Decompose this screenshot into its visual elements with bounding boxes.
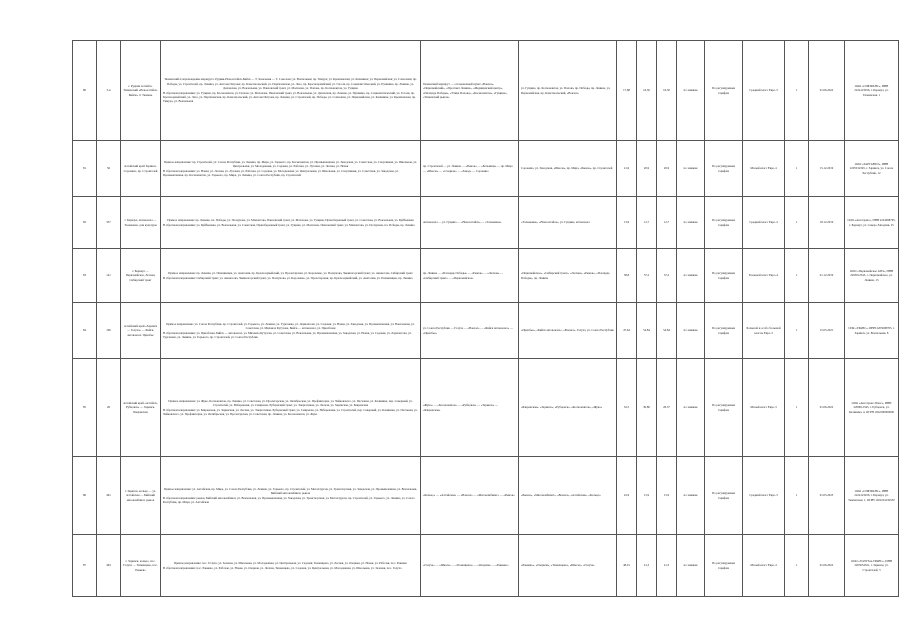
stops-back-text: «Приобье», «Бийск автовокзал», «Вокзал», Голуха, ул. Союза Республик: [521, 328, 614, 333]
table-body: [73, 41, 899, 597]
route-length: 13,9: [617, 197, 637, 249]
stops-forward: [421, 303, 519, 359]
route-name: г. Барнаул, автовокзал — Тальменка, дом культуры: [121, 197, 161, 249]
boarding-order: по заявкам: [677, 197, 705, 249]
table-row: [73, 197, 899, 249]
route-forward: Прямое направление: пос. Голуха, ул. Зеленая, ул. Школьная, ул. Молодежная, ул. Центральная, ул. Садовая, Тюменцево, ул. Лесная, ул. Озерная, ул. Новая, ул. Рабочая, пос. Ракиево: [173, 560, 408, 565]
vehicle-class: Малый класс Евро-3: [743, 359, 785, 457]
start-date: 01.06.2022: [809, 535, 845, 597]
route-length-3: 37,2: [657, 249, 677, 303]
route-length: 21,6: [617, 141, 637, 197]
stops-forward: [421, 41, 519, 141]
route-backward: В обратном направлении: ул. Куйбышева, ул. Вокзальная, ул. Советская, Правобережный тракт, ул. Гущина, ул. Малахова, Павловский тракт, ул. Мамонтова, ул. Ползунова, пл. Победы, пр. Ленина: [163, 223, 415, 227]
route-length-3: 41,3: [657, 535, 677, 597]
row-number: 81: [73, 141, 97, 197]
route-length-2: 15,9: [637, 457, 657, 535]
row-number: 83: [73, 249, 97, 303]
route-streets: [161, 359, 421, 457]
route-length-3: 15,9: [657, 457, 677, 535]
route-forward: Прямое направление: ул. Жуко, Космонавтов, пр. Ленина, ул. Советская, ул. Пролетарская, ул. Октябрьская, ул. Профинтерна, ул. Чайковского, ул. Песчаная, ул. Калинина, пер. Северный, ул. Строителей, ул. Набережная, ул. Смирнова, Рубцовский тракт, ул. Энергетиков, ул. Лесная, ул. Заринская, ул. Бавранская: [168, 398, 413, 407]
carrier-info: СПК «ТРАНС», ИНН 2205098765, г. Заринск, ул. Вокзальная, 8: [845, 303, 899, 359]
route-length-2: 16,50: [637, 41, 657, 141]
route-length-3: 20,9: [657, 141, 677, 197]
route-forward: Прямое направление: пр. Ленина, пл. Победы, ул. Ползунова, ул. Мамонтова, Павловский тракт, ул. Малахова, ул. Гущина, Правобережный тракт, ул. Советская, ул. Вокзальная, ул. Куйбышева: [167, 217, 414, 222]
stops-forward: [421, 141, 519, 197]
start-date: 01.12.2019: [809, 249, 845, 303]
stops-back-text: «Первомайское», «Сибирский тракт», «Лесная», «Рынок», «Площадь Победы», пр. Ленина: [521, 271, 610, 280]
route-backward: В обратном направлении: ул. Бавранская, ул. Заринская, ул. Лесная, ул. Энергетиков, Рубцовский тракт, ул. Смирнова, ул. Набережная, ул. Строителей, пер. Северный, ул. Калинина, ул. Песчаная, ул. Чайковского, ул. Профинтерна, ул. Октябрьская, ул. Пролетарская, ул. Советская, пр. Ленина, ул. Космонавтов, ул. Жуко: [163, 408, 418, 417]
route-forward: Прямое направление: ул. Союза Республик, пр. Строителей, ул. Горького, ул. Ленина, ул. Тургенева, ул. Лермонтова, ул. Садовая, ул. Новая, ул. Заводская, ул. Промышленная, ул. Вокзальная, ул. Советская, ул. Михаила Кутузова, Бийск — автовокзал, ул. Приобская: [166, 321, 415, 330]
route-length-3: 16,50: [657, 41, 677, 141]
route-length-2: 37,2: [637, 249, 657, 303]
tariff-type: По регулируемым тарифам: [705, 457, 743, 535]
carrier-info: ООО «ГОЛУХА-ТРАНС», ИНН 2205054321, г. Заринск, ул. Строителей, 3: [845, 535, 899, 597]
route-name: г. Заринск, кольцо — ул. Алтайская — Бийский мясокомбинат, рынок: [121, 457, 161, 535]
stops-backward: [519, 41, 617, 141]
route-length: 22,9: [617, 457, 637, 535]
registration-number: 26: [97, 359, 121, 457]
boarding-order: по заявкам: [677, 303, 705, 359]
vehicle-class: Малый класс Евро-4: [743, 535, 785, 597]
boarding-order: по заявкам: [677, 359, 705, 457]
stops-forward: [421, 457, 519, 535]
stops-text: Тюменский маршрут — остановочный пункт «Вокзал», «Первомайский», «Проспект Ленина», «Медицинский центр», «Площадь Победы», «Улица Попова», «Космонавтов», «Гущина», «Тюменский рынок»: [423, 82, 508, 99]
row-number: 87: [73, 535, 97, 597]
carrier-info: ООО «ЗАРТАВТО», ИНН 2205012345, г. Заринск, ул. Союза Республик, 12: [845, 141, 899, 197]
row-number: 82: [73, 197, 97, 249]
route-registry-table: [72, 40, 899, 597]
table-row: [73, 303, 899, 359]
stops-backward: [519, 249, 617, 303]
route-length: 38,8: [617, 249, 637, 303]
route-backward: В обратном направлении: Сибирский тракт, ул. Аванесова, Змеиногорский тракт, ул. Ползунова, ул. Короленко, ул. Пролетарская, пр. Красноармейский, ул. Анатолия, ул. Папанинцев, пр. Ленина: [163, 276, 413, 280]
stops-forward: [421, 197, 519, 249]
route-name: Алтайский край «Алтайск-Рубцовск» — Заринск, Бавранская: [121, 359, 161, 457]
registration-number: 56: [97, 141, 121, 197]
stops-back-text: «Рынок», «Мясокомбинат», «Вокзал», «Алтайская», «Кольцо»: [521, 493, 601, 498]
route-length-2: 30,80: [637, 359, 657, 457]
carrier-info: ООО «Автотранс-Плюс», ИНН 2209012345, г. Рубцовск, ул. Калинина, 4, ОГРН 1022200000000: [845, 359, 899, 457]
start-date: 01.05.2023: [809, 457, 845, 535]
table-row: [73, 457, 899, 535]
route-streets: [161, 249, 421, 303]
tariff-type: По регулируемым тарифам: [705, 249, 743, 303]
route-backward: В обратном направлении: ул. Гущина, пр. Космонавтов, ул. Попова, ул. Малахова, Павловский тракт, ул. Вокзальная, ул. Деповская, пр. Ленина, ул. Пушкина, пр. Социалистический, ул. Гоголя, пр. Красноармейский, ул. Лазо, ул. Партизанская, пр. Комсомольский, ул. Антона Петрова, пр. Ленина, ул. Строителей, пр. Победы, ул. Совхозная, ул. Первомайская, ул. Калинина, ул. Кремлевская, пр. Тимура, ул. Вокзальная: [163, 91, 416, 104]
vehicle-class: Средний класс Евро-3: [743, 41, 785, 141]
route-forward: Прямое направление: ул. Алтайская, пр. Мира, ул. Союза Республик, ул. Ленина, ул. Горького, пр. Строителей, ул. Металлургов, ул. Транспортная, ул. Заводская, ул. Промышленная, ул. Вокзальная, Бийский мясокомбинат, рынок: [164, 486, 417, 495]
stops-text: «Жуко» — «Космонавтов» — «Рубцовск» — «Заринск» — «Бавранская»: [423, 403, 499, 412]
route-length-2: 54,84: [637, 303, 657, 359]
carrier-info: ООО «Первомайское АТП», ИНН 2263012345, с. Первомайское, ул. Ленина, 15: [845, 249, 899, 303]
stops-back-text: «Бавранская», «Заринск», «Рубцовск», «Космонавтов», «Жуко»: [521, 405, 603, 410]
route-length: 17,68: [617, 41, 637, 141]
route-length-3: 26,37: [657, 359, 677, 457]
route-length: 47,64: [617, 303, 637, 359]
stops-text: «Голуха» — «Школа» — «Тюменцево» — «Озерная» — «Ракиево»: [423, 563, 509, 568]
route-name: г. Рудник Алтайск-Тюменский «Новоалтайск-Бийск» ст Тюмень: [121, 41, 161, 141]
vehicle-count: 1: [785, 535, 809, 597]
registration-number: 461: [97, 457, 121, 535]
table-row: [73, 249, 899, 303]
route-backward: В обратном направлении: ул. Новая, ул. Лесная, ул. Луговая, ул. Рабочая, ул. Садовая, ул. Молодежная, ул. Центральная, ул. Школьная, ул. Спортивная, ул. Советская, ул. Заводская, ул. Промышленная, пр. Космонавтов, ул. Горького, пр. Мира, ул. Ленина, ул. Союза Республик, пр. Строителей: [163, 169, 399, 178]
row-number: 84: [73, 303, 97, 359]
stops-backward: [519, 535, 617, 597]
vehicle-count: 1: [785, 457, 809, 535]
boarding-order: по заявкам: [677, 249, 705, 303]
stops-text: ул. Союза Республик — Голуха — «Вокзал» — «Бийск автовокзал» — «Приобье»: [423, 326, 514, 335]
route-name: г. Заринск, кольцо, пос. Голуха — Тюменцево, пос. Ракиево: [121, 535, 161, 597]
route-name: Алтайский край «Заринск — Голуха» — Бийск, автовокзал, Приобье: [121, 303, 161, 359]
start-date: 01.06.2022: [809, 359, 845, 457]
tariff-type: По регулируемым тарифам: [705, 303, 743, 359]
route-length: 32,5: [617, 359, 637, 457]
route-backward: В обратном направлении: пос. Ракиево, ул. Рабочая, ул. Новая, ул. Озерная, ул. Лесная, Тюменцево, ул. Садовая, ул. Центральная, ул. Молодежная, ул. Школьная, ул. Зеленая, пос. Голуха: [163, 566, 402, 570]
stops-forward: [421, 359, 519, 457]
route-streets: [161, 303, 421, 359]
tariff-type: По регулируемым тарифам: [705, 359, 743, 457]
route-name: г. Барнаул — Первомайское, Лесная, Сибирский тракт: [121, 249, 161, 303]
registration-number: 3-н: [97, 41, 121, 141]
vehicle-class: Большой и особо большой классы Евро-3: [743, 303, 785, 359]
route-length: 48,01: [617, 535, 637, 597]
stops-forward: [421, 249, 519, 303]
boarding-order: по заявкам: [677, 141, 705, 197]
route-streets: [161, 41, 421, 141]
vehicle-count: 1: [785, 359, 809, 457]
route-streets: [161, 457, 421, 535]
table-row: [73, 41, 899, 141]
vehicle-count: 1: [785, 303, 809, 359]
route-streets: [161, 197, 421, 249]
route-length-3: 54,84: [657, 303, 677, 359]
boarding-order: по заявкам: [677, 535, 705, 597]
stops-text: «Кольцо» — «Алтайская» — «Вокзал» — «Мясокомбинат» — «Рынок»: [423, 493, 515, 498]
stops-backward: [519, 141, 617, 197]
row-number: 80: [73, 41, 97, 141]
vehicle-class: Большой класс Евро-4: [743, 249, 785, 303]
carrier-info: ООО «СИБТРАНС», ИНН 2224123456, г. Барнаул, ул. Тюменская, 1: [845, 41, 899, 141]
stops-back-text: «Тальменка», «Новоалтайск», ул. Гущина, автовокзал: [521, 220, 590, 225]
route-backward: В обратном направлении: рынок, Бийский мясокомбинат, ул. Вокзальная, ул. Промышленная, ул. Заводская, ул. Транспортная, ул. Металлургов, пр. Строителей, ул. Горького, ул. Ленина, ул. Союза Республик, пр. Мира, ул. Алтайская: [163, 496, 415, 505]
carrier-info: ООО «СИБТРАНС», ИНН 2224123456, г. Барнаул, ул. Тюменская, 1, ОГРН 1022201234567: [845, 457, 899, 535]
carrier-info: ООО «Автотранс», ИНН 2224098765, г. Барнаул, ул. Северо-Западная, 25: [845, 197, 899, 249]
route-name: Алтайский край Заринск-Сорокино, пр. Строителей: [121, 141, 161, 197]
tariff-type: По регулируемым тарифам: [705, 535, 743, 597]
vehicle-count: 1: [785, 197, 809, 249]
stops-back-text: Сорокино, ул. Заводская, «Школа», пр. Мира, «Рынок», пр. Строителей: [521, 166, 613, 171]
stops-text: пр. Строителей — ул. Ленина — «Рынок» — «Больница» — пр. Мира — «Школа» — «Стадион» — «Завод» — Сорокино: [423, 164, 513, 173]
table-row: [73, 535, 899, 597]
route-forward: Тюменский-Сопровождение маршрута. Рудник-Новоалтайск-Бийск — Т. Зональная — Т. Соколова; ул. Вокзальная; пр. Тимура; ул. Кремлевская; ул. Калинина; ул. Первомайская; ул. Совхозная; пр. Победы, ул. Строителей, пр. Ленина, ул. Антона Петрова; пр. Комсомольский, ул. Партизанская, ул. Лазо, пр. Красноармейский, ул. Гоголя, пр. Социалистический, ул. Пушкина, пр. Ленина, ул. Деповская, ул. Вокзальная, ул. Павловский тракт, ул. Малахова, ул. Попова, пр. Космонавтов, ул. Гущина: [164, 77, 417, 90]
stops-text: Автовокзал — ул. Гущина — «Новоалтайск» — «Тальменка»: [423, 220, 502, 225]
stops-back-text: ул. Гущина, пр. Космонавтов, ул. Попова, пр. Победы, пр. Ленина, ул. Первомайская, пр. Комсомольский, «Вокзал»: [521, 86, 611, 95]
stops-backward: [519, 303, 617, 359]
vehicle-class: Средний класс Евро-4: [743, 197, 785, 249]
registration-number: 357: [97, 197, 121, 249]
registration-number: 141: [97, 249, 121, 303]
route-length-2: 12,7: [637, 197, 657, 249]
stops-text: пр. Ленина — «Площадь Победы» — «Рынок» — «Лесная» — «Сибирский тракт» — «Первомайское»: [423, 271, 504, 280]
tariff-type: По регулируемым тарифам: [705, 141, 743, 197]
route-length-2: 41,3: [637, 535, 657, 597]
row-number: 85: [73, 359, 97, 457]
stops-backward: [519, 457, 617, 535]
boarding-order: по заявкам: [677, 41, 705, 141]
row-number: 86: [73, 457, 97, 535]
stops-backward: [519, 359, 617, 457]
route-forward: Прямое направление: пр. Строителей, ул. Союза Республик, ул. Ленина, пр. Мира, ул. Горького, пр. Космонавтов, ул. Промышленная, ул. Заводская, ул. Советская, ул. Спортивная, ул. Школьная, ул. Центральная, ул. Молодежная, ул. Садовая, ул. Рабочая, ул. Луговая, ул. Лесная, ул. Новая: [164, 159, 417, 168]
route-length-2: 20,9: [637, 141, 657, 197]
stops-forward: [421, 535, 519, 597]
boarding-order: по заявкам: [677, 457, 705, 535]
start-date: 15.12.2019: [809, 141, 845, 197]
registration-number: 463: [97, 535, 121, 597]
vehicle-count: 1: [785, 249, 809, 303]
vehicle-class: Малый класс Евро-4: [743, 141, 785, 197]
route-length-3: 12,7: [657, 197, 677, 249]
tariff-type: По регулируемым тарифам: [705, 41, 743, 141]
vehicle-class: Средний класс Евро-3: [743, 457, 785, 535]
table-row: [73, 141, 899, 197]
stops-backward: [519, 197, 617, 249]
route-streets: [161, 141, 421, 197]
start-date: 01.06.2022: [809, 41, 845, 141]
route-streets: [161, 535, 421, 597]
vehicle-count: 1: [785, 141, 809, 197]
start-date: 18.12.2019: [809, 197, 845, 249]
start-date: 15.05.2021: [809, 303, 845, 359]
registration-number: 196: [97, 303, 121, 359]
route-backward: В обратном направлении: ул. Приобская, Бийск — автовокзал, ул. Михаила Кутузова, ул. Советская, ул. Вокзальная, ул. Промышленная, ул. Заводская, ул. Новая, ул. Садовая, ул. Лермонтова, ул. Тургенева, ул. Ленина, ул. Горького, пр. Строителей, ул. Союза Республик: [163, 331, 412, 340]
table-row: [73, 359, 899, 457]
tariff-type: По регулируемым тарифам: [705, 197, 743, 249]
stops-back-text: «Ракиево», «Озерная», «Тюменцево», «Школа», «Голуха»: [521, 563, 595, 568]
route-forward: Прямое направление: пр. Ленина, ул. Папанинцев, ул. Анатолия, пр. Красноармейский, ул. Пролетарская, ул. Короленко, ул. Ползунова, Змеиногорский тракт, ул. Аванесова, Сибирский тракт: [168, 270, 413, 275]
vehicle-count: 1: [785, 41, 809, 141]
